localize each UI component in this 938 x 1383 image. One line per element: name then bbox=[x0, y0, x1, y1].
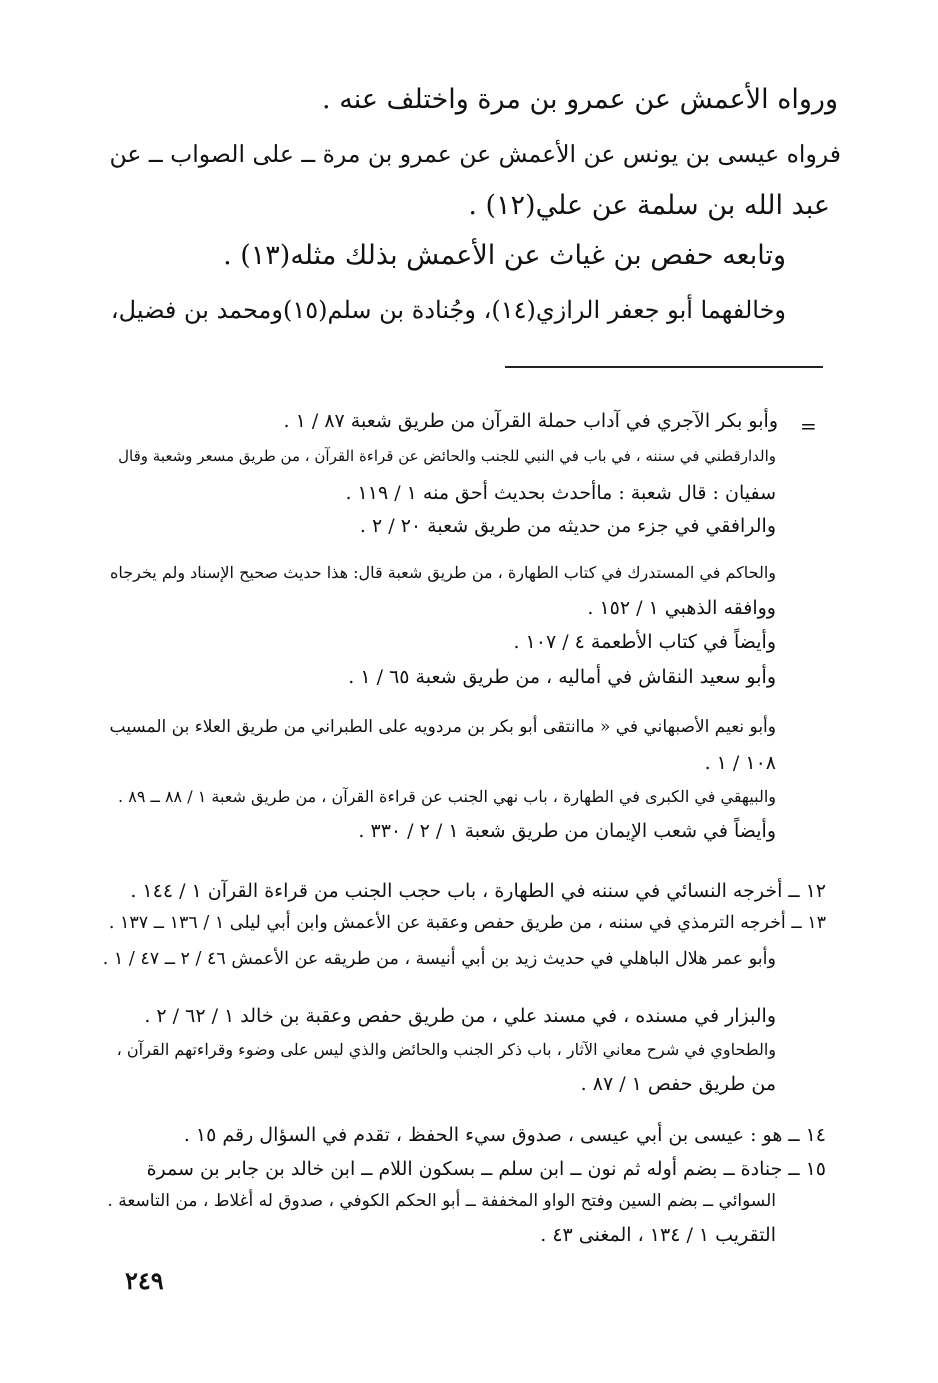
footnote-line: ١٤ ــ هو : عيسى بن أبي عيسى ، صدوق سيء الحفظ ، تقدم في السؤال رقم ١٥ . bbox=[183, 1124, 826, 1146]
main-text-line: عبد الله بن سلمة عن علي(١٢) . bbox=[468, 190, 830, 221]
footnote-line: وأبو بكر الآجري في آداب حملة القرآن من طريق شعبة ٨٧ / ١ . bbox=[283, 410, 778, 432]
footnote-line: ووافقه الذهبي ١ / ١٥٢ . bbox=[587, 597, 776, 619]
main-text-line: فرواه عيسى بن يونس عن الأعمش عن عمرو بن مرة ــ على الصواب ــ عن bbox=[109, 140, 841, 168]
footnote-line: ١٣ ــ أخرجه الترمذي في سننه ، من طريق حفص وعقبة عن الأعمش وابن أبي ليلى ١ / ١٣٦ ــ ١٣٧ . bbox=[108, 913, 826, 933]
footnote-line: وأبو نعيم الأصبهاني في « ماانتقى أبو بكر بن مردويه على الطبراني من طريق العلاء بن المسيب bbox=[109, 717, 776, 737]
main-text-line: ورواه الأعمش عن عمرو بن مرة واختلف عنه . bbox=[322, 84, 838, 115]
footnote-line: وأبو عمر هلال الباهلي في حديث زيد بن أبي أنيسة ، من طريقه عن الأعمش ٤٦ / ٢ ــ ٤٧ / ١ . bbox=[102, 949, 776, 969]
footnote-line: وأيضاً في شعب الإيمان من طريق شعبة ١ / ٢ / ٣٣٠ . bbox=[358, 820, 776, 842]
page-number: ٢٤٩ bbox=[125, 1266, 164, 1295]
continuation-mark: = bbox=[800, 414, 817, 438]
footnote-line: من طريق حفص ١ / ٨٧ . bbox=[580, 1073, 776, 1095]
footnote-line: التقريب ١ / ١٣٤ ، المغنى ٤٣ . bbox=[540, 1224, 776, 1246]
footnote-line: وأيضاً في كتاب الأطعمة ٤ / ١٠٧ . bbox=[513, 631, 776, 653]
main-text-line: وخالفهما أبو جعفر الرازي(١٤)، وجُنادة بن سلم(١٥)ومحمد بن فضيل، bbox=[110, 296, 786, 324]
main-text-line: وتابعه حفص بن غياث عن الأعمش بذلك مثله(١٣) . bbox=[223, 240, 786, 271]
footnote-line: ١٥ ــ جنادة ــ بضم أوله ثم نون ــ ابن سلم ــ بسكون اللام ــ ابن خالد بن جابر بن سمرة bbox=[146, 1158, 826, 1180]
footnote-line: السوائي ــ بضم السين وفتح الواو المخففة ــ أبو الحكم الكوفي ، صدوق له أغلاط ، من التاسعة . bbox=[107, 1191, 776, 1211]
footnote-separator bbox=[505, 366, 823, 368]
footnote-line: والحاكم في المستدرك في كتاب الطهارة ، من طريق شعبة قال: هذا حديث صحيح الإسناد ولم يخرجاه bbox=[110, 563, 776, 582]
footnote-line: والرافقي في جزء من حديثه من طريق شعبة ٢٠ / ٢ . bbox=[359, 515, 776, 537]
footnote-line: ١٢ ــ أخرجه النسائي في سننه في الطهارة ، باب حجب الجنب من قراءة القرآن ١ / ١٤٤ . bbox=[130, 880, 826, 902]
footnote-line: والبزار في مسنده ، في مسند علي ، من طريق حفص وعقبة بن خالد ١ / ٦٢ / ٢ . bbox=[144, 1005, 776, 1027]
footnote-line: وأبو سعيد النقاش في أماليه ، من طريق شعبة ٦٥ / ١ . bbox=[348, 666, 776, 688]
footnote-line: والدارقطني في سننه ، في باب في النبي للجنب والحائض عن قراءة القرآن ، من طريق مسعر وشعبة وقال bbox=[118, 447, 776, 465]
footnote-line: سفيان : قال شعبة : ماأحدث بحديث أحق منه ١ / ١١٩ . bbox=[345, 482, 776, 504]
footnote-line: ١٠٨ / ١ . bbox=[704, 752, 776, 774]
footnote-line: والطحاوي في شرح معاني الآثار ، باب ذكر الجنب والحائض والذي ليس على وضوء وقراءتهم القرآن ، bbox=[116, 1040, 776, 1059]
footnote-line: والبيهقي في الكبرى في الطهارة ، باب نهي الجنب عن قراءة القرآن ، من طريق شعبة ١ / ٨٨ ــ ٨٩ . bbox=[118, 787, 776, 806]
